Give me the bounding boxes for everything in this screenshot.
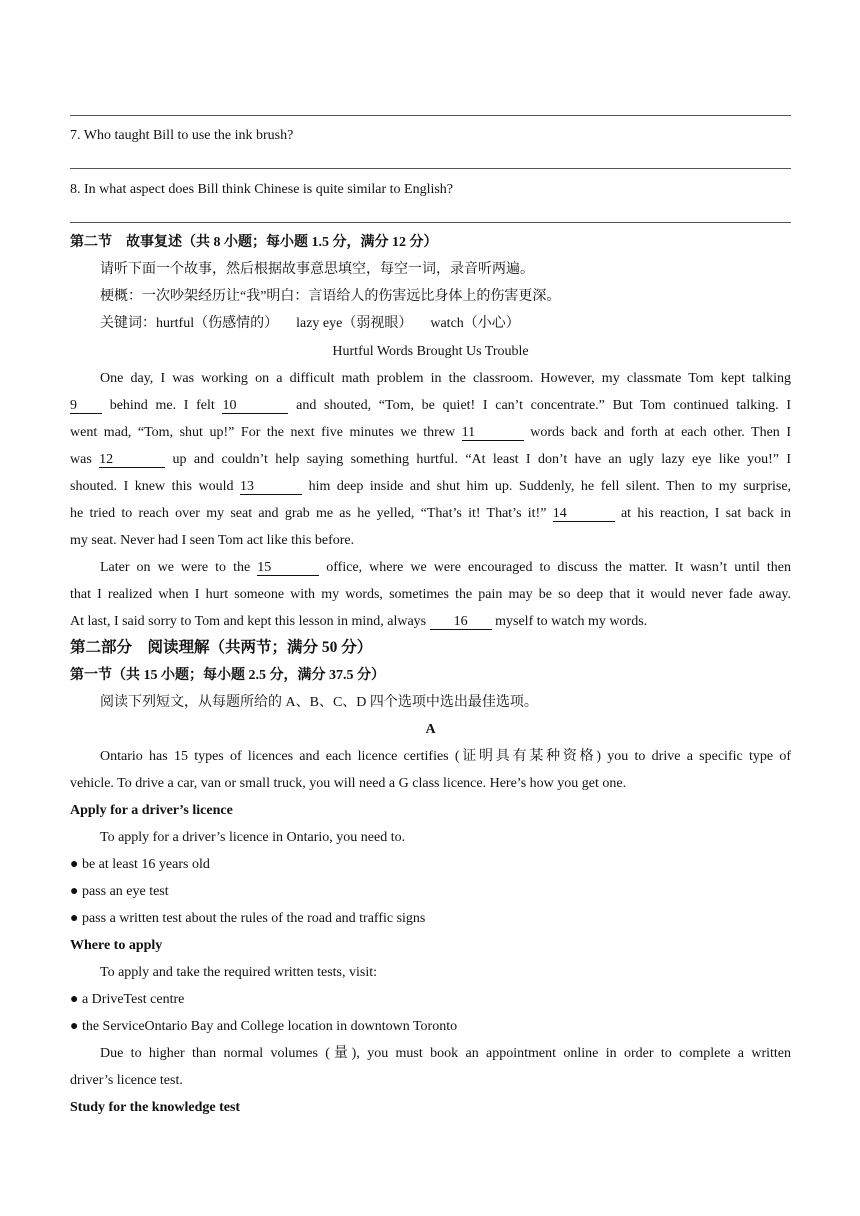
keyword: watch（小心） bbox=[430, 316, 520, 331]
blank-15[interactable]: 15 bbox=[257, 560, 319, 576]
bullet-item: ● a DriveTest centre bbox=[70, 992, 185, 1007]
section-heading: 第一节（共 15 小题；每小题 2.5 分，满分 37.5 分） bbox=[70, 668, 385, 683]
answer-line[interactable] bbox=[70, 222, 791, 223]
story-line: that I realized when I hurt someone with my words, sometimes the pain may be so deep that it would never fade away. bbox=[70, 587, 791, 602]
passage-line: To apply and take the required written tests, visit: bbox=[100, 965, 378, 980]
bullet-item: ● the ServiceOntario Bay and College location in downtown Toronto bbox=[70, 1019, 458, 1034]
passage-line: To apply for a driver’s licence in Ontario, you need to. bbox=[100, 830, 406, 845]
bullet-item: ● pass an eye test bbox=[70, 884, 169, 899]
story-summary: 梗概：一次吵架经历让“我”明白：言语给人的伤害远比身体上的伤害更深。 bbox=[100, 289, 561, 304]
subheading-apply: Apply for a driver’s licence bbox=[70, 803, 233, 818]
answer-line[interactable] bbox=[70, 115, 791, 116]
story-line: shouted. I knew this would 13 him deep inside and shut him up. Suddenly, he fell silent. Then to my surprise, bbox=[70, 479, 792, 494]
keywords-line bbox=[100, 315, 791, 333]
bullet-item: ● be at least 16 years old bbox=[70, 857, 210, 872]
instruction-text: 阅读下列短文，从每题所给的 A、B、C、D 四个选项中选出最佳选项。 bbox=[100, 695, 538, 710]
keyword: hurtful（伤感情的） bbox=[156, 316, 279, 331]
section-heading: 第二节 故事复述（共 8 小题；每小题 1.5 分，满分 12 分） bbox=[70, 235, 438, 250]
keywords-label: 关键词： bbox=[100, 316, 156, 331]
subheading-study: Study for the knowledge test bbox=[70, 1100, 241, 1115]
subheading-where: Where to apply bbox=[70, 938, 163, 953]
blank-12[interactable]: 12 bbox=[99, 452, 165, 468]
keyword: lazy eye（弱视眼） bbox=[296, 316, 413, 331]
bullet-item: ● pass a written test about the rules of the road and traffic signs bbox=[70, 911, 426, 926]
blank-11[interactable]: 11 bbox=[462, 425, 524, 441]
passage-line: driver’s licence test. bbox=[70, 1073, 183, 1088]
blank-16[interactable]: 16 bbox=[430, 614, 492, 630]
passage-line: Ontario has 15 types of licences and each licence certifies (证明具有某种资格) you to drive a specific type of bbox=[100, 749, 791, 764]
story-line: was 12 up and couldn’t help saying something hurtful. “At least I don’t have an ugly lazy eye like you!” I bbox=[70, 452, 792, 467]
question-8: 8. In what aspect does Bill think Chinese is quite similar to English? bbox=[70, 182, 454, 197]
instruction-text: 请听下面一个故事，然后根据故事意思填空，每空一词，录音听两遍。 bbox=[100, 262, 534, 277]
story-line: my seat. Never had I seen Tom act like this before. bbox=[70, 533, 355, 548]
story-line: At last, I said sorry to Tom and kept this lesson in mind, always 16 myself to watch my words. bbox=[70, 614, 648, 629]
passage-line: vehicle. To drive a car, van or small truck, you will need a G class licence. Here’s how you get one. bbox=[70, 776, 627, 791]
story-line: 9 behind me. I felt 10 and shouted, “Tom, be quiet! I can’t concentrate.” But Tom continued talking. I bbox=[70, 398, 792, 413]
passage-label: A bbox=[425, 722, 436, 737]
answer-line[interactable] bbox=[70, 168, 791, 169]
question-7: 7. Who taught Bill to use the ink brush? bbox=[70, 128, 294, 143]
part-heading: 第二部分 阅读理解（共两节；满分 50 分） bbox=[70, 639, 373, 656]
story-line: One day, I was working on a difficult math problem in the classroom. However, my classmate Tom kept talking bbox=[100, 371, 791, 386]
blank-9[interactable]: 9 bbox=[70, 398, 102, 414]
blank-13[interactable]: 13 bbox=[240, 479, 302, 495]
story-line: went mad, “Tom, shut up!” For the next five minutes we threw 11 words back and forth at each other. Then I bbox=[70, 425, 792, 440]
story-line: he tried to reach over my seat and grab me as he yelled, “That’s it! That’s it!” 14 at his reaction, I sat back in bbox=[70, 506, 792, 521]
story-line: Later on we were to the 15 office, where we were encouraged to discuss the matter. It wasn’t until then bbox=[100, 560, 792, 575]
passage-line: Due to higher than normal volumes (量), you must book an appointment online in order to complete a written bbox=[100, 1046, 791, 1061]
blank-10[interactable]: 10 bbox=[222, 398, 288, 414]
blank-14[interactable]: 14 bbox=[553, 506, 615, 522]
story-title: Hurtful Words Brought Us Trouble bbox=[332, 344, 529, 359]
